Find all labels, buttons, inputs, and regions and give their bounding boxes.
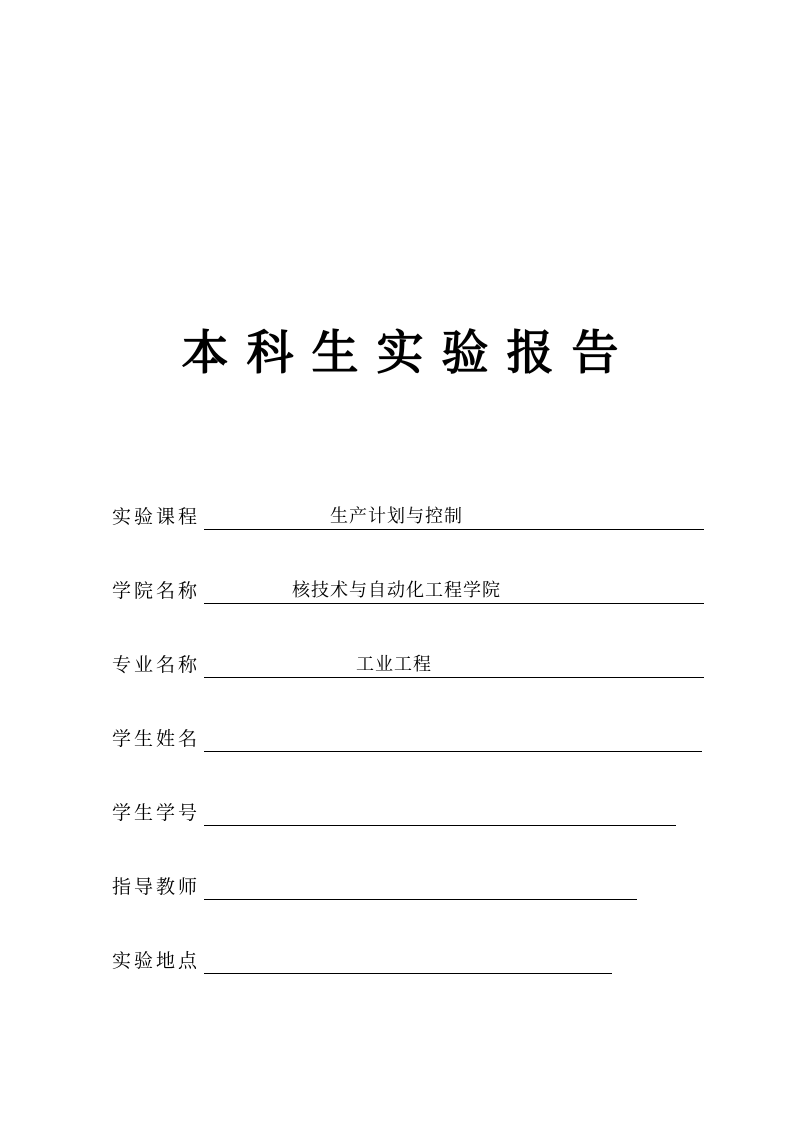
report-title: 本科生实验报告 [181, 326, 637, 381]
field-location [112, 944, 704, 974]
field-label-major: 专业名称 [112, 654, 201, 676]
field-label-course: 实验课程 [112, 506, 201, 528]
field-label-student-name: 学生姓名 [112, 728, 201, 750]
field-line-student-id [204, 825, 676, 826]
field-value-course: 生产计划与控制 [330, 506, 463, 527]
field-student-name [112, 722, 704, 752]
field-line-instructor [204, 899, 637, 900]
field-line-student-name [204, 751, 702, 752]
field-line-course [204, 529, 704, 530]
field-value-major: 工业工程 [356, 654, 432, 675]
field-college [112, 574, 704, 604]
field-major [112, 648, 704, 678]
field-line-location [204, 973, 612, 974]
field-line-college [204, 603, 704, 604]
field-label-student-id: 学生学号 [112, 802, 201, 824]
field-student-id [112, 796, 704, 826]
field-line-major [204, 677, 704, 678]
field-label-location: 实验地点 [112, 950, 201, 972]
field-label-college: 学院名称 [112, 580, 201, 602]
field-instructor [112, 870, 704, 900]
field-value-college: 核技术与自动化工程学院 [292, 580, 501, 601]
field-course [112, 500, 704, 530]
field-label-instructor: 指导教师 [112, 876, 201, 898]
